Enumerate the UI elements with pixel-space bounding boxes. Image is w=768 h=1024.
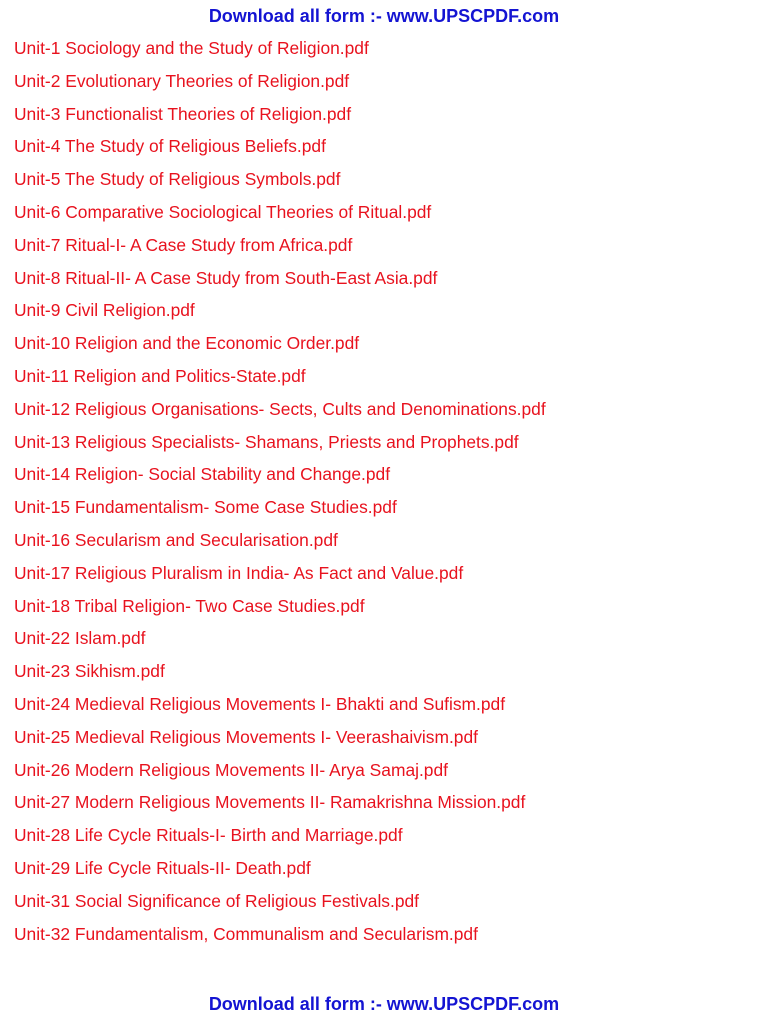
file-link[interactable]: Unit-24 Medieval Religious Movements I- Bhakti and Sufism.pdf [14,693,506,714]
file-link[interactable]: Unit-23 Sikhism.pdf [14,661,165,682]
file-link[interactable]: Unit-1 Sociology and the Study of Religion.pdf [14,38,369,58]
file-link[interactable]: Unit-27 Modern Religious Movements II- Ramakrishna Mission.pdf [14,792,526,813]
file-link[interactable]: Unit-4 The Study of Religious Beliefs.pdf [14,136,326,157]
file-link[interactable]: Unit-16 Secularism and Secularisation.pdf [14,529,338,550]
file-link[interactable]: Unit-31 Social Significance of Religious Festivals.pdf [14,890,420,911]
file-link[interactable]: Unit-7 Ritual-I- A Case Study from Africa.pdf [14,234,353,255]
file-link[interactable]: Unit-3 Functionalist Theories of Religion.pdf [14,103,352,124]
file-link[interactable]: Unit-10 Religion and the Economic Order.pdf [14,333,360,354]
file-link[interactable]: Unit-18 Tribal Religion- Two Case Studies.pdf [14,595,365,616]
download-banner-top[interactable]: Download all form :- www.UPSCPDF.com [208,6,560,26]
file-link[interactable]: Unit-29 Life Cycle Rituals-II- Death.pdf [14,857,311,878]
file-link[interactable]: Unit-6 Comparative Sociological Theories of Ritual.pdf [14,201,432,222]
file-link[interactable]: Unit-5 The Study of Religious Symbols.pdf [14,169,341,190]
file-link[interactable]: Unit-26 Modern Religious Movements II- Arya Samaj.pdf [14,759,448,780]
file-link[interactable]: Unit-15 Fundamentalism- Some Case Studies.pdf [14,497,397,518]
file-link[interactable]: Unit-14 Religion- Social Stability and Change.pdf [14,464,391,485]
file-link[interactable]: Unit-28 Life Cycle Rituals-I- Birth and Marriage.pdf [14,825,403,846]
pdf-file-list [14,36,546,954]
file-link[interactable]: Unit-8 Ritual-II- A Case Study from South-East Asia.pdf [14,267,438,288]
file-link[interactable]: Unit-13 Religious Specialists- Shamans, Priests and Prophets.pdf [14,431,519,452]
download-banner-bottom[interactable]: Download all form :- www.UPSCPDF.com [208,994,560,1014]
file-link[interactable]: Unit-22 Islam.pdf [14,628,146,649]
file-link[interactable]: Unit-2 Evolutionary Theories of Religion.pdf [14,70,350,91]
file-link[interactable]: Unit-11 Religion and Politics-State.pdf [14,365,306,386]
file-link[interactable]: Unit-17 Religious Pluralism in India- As Fact and Value.pdf [14,562,464,583]
file-link[interactable]: Unit-25 Medieval Religious Movements I- Veerashaivism.pdf [14,726,478,747]
file-link[interactable]: Unit-12 Religious Organisations- Sects, Cults and Denominations.pdf [14,398,546,419]
file-link[interactable]: Unit-32 Fundamentalism, Communalism and Secularism.pdf [14,923,478,944]
file-link[interactable]: Unit-9 Civil Religion.pdf [14,300,195,321]
